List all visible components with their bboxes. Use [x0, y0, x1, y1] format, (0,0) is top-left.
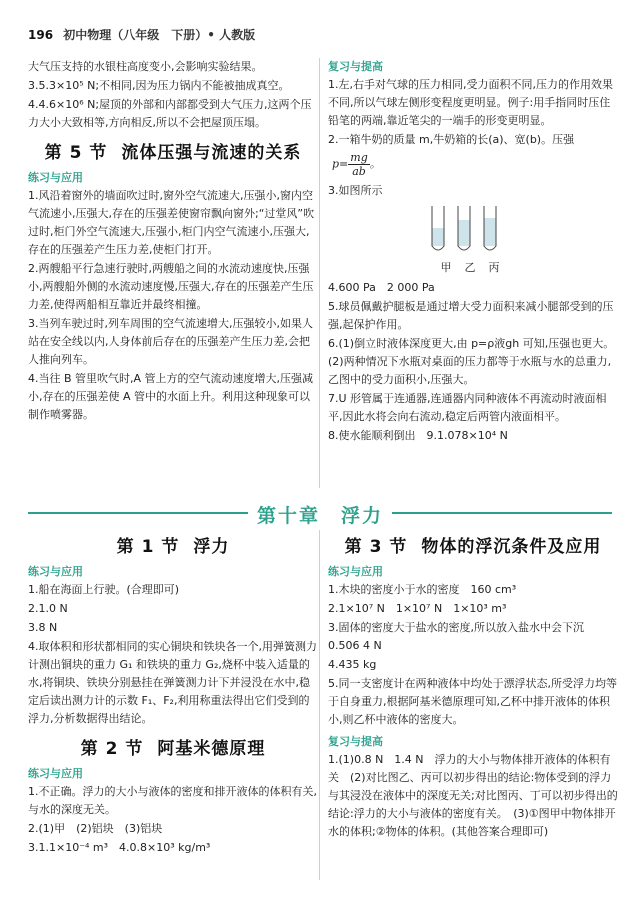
- answer-item: 4.取体积和形状都相同的实心铜块和铁块各一个,用弹簧测力计测出铜块的重力 G₁ 和铁块的重力 G₂,烧杯中装入适量的水,将铜块、铁块分别悬挂在弹簧测力计下并浸没在水中,稳定后读出测力计的示数 F₁、F₂,利用称重法得出它们受到的浮力,分析数据得出结论。: [28, 640, 317, 725]
- page-number: 196: [28, 28, 54, 42]
- answer-item: 2.两艘船平行急速行驶时,两艘船之间的水流动速度快,压强小,两艘船外侧的水流动速度慢,压强大,存在的压强差产生压力差,使得两船相互靠近并最终相撞。: [28, 262, 314, 311]
- section-number: 第 3 节: [344, 537, 408, 557]
- answer-item: 2.一箱牛奶的质量 m,牛奶箱的长(a)、宽(b)。压强: [328, 133, 575, 146]
- answer-item: 1.木块的密度小于水的密度 160 cm³: [328, 583, 517, 596]
- tube-label: 丙: [488, 261, 500, 274]
- section-name: 物体的浮沉条件及应用: [421, 537, 602, 557]
- answer-item: 3.当列车驶过时,列车周围的空气流速增大,压强较小,如果人站在安全线以内,人身体前后存在的压强差产生压力差,会把人推向列车。: [28, 317, 313, 366]
- answer-item: 大气压支持的水银柱高度变小,会影响实验结果。: [28, 60, 263, 73]
- column-divider: [319, 530, 320, 880]
- chapter-rule: [392, 512, 612, 514]
- answer-item: 8.使水能顺利倒出 9.1.078×10⁴ N: [328, 429, 508, 442]
- answer-item: 2.(1)甲 (2)铝块 (3)铝块: [28, 822, 163, 835]
- answer-item: 1.(1)0.8 N 1.4 N 浮力的大小与物体排开液体的体积有关 (2)对比图乙、丙可以初步得出的结论:物体受到的浮力与其浸没在液体中的深度无关;对比图丙、丁可以初步得出的结论:浮力的大小与液体的密度有关。 (3)①图甲中物体排开水的体积;②物体的体积。(其他答案合理即可): [328, 753, 618, 838]
- answer-item: 3.固体的密度大于盐水的密度,所以放入盐水中会下沉 0.506 4 N: [328, 621, 595, 652]
- answer-item: 3.8 N: [28, 621, 58, 634]
- answer-item: 2.1×10⁷ N 1×10⁷ N 1×10³ m³: [328, 602, 507, 615]
- section-title: [328, 532, 618, 557]
- answer-item: 4.当往 B 管里吹气时,A 管上方的空气流动速度增大,压强减小,存在的压强差使 A 管中的水面上升。利用这种现象可以制作喷雾器。: [28, 372, 314, 421]
- tube-labels: [434, 259, 618, 275]
- section-number: 第 1 节: [116, 537, 180, 557]
- answer-item: 1.不正确。浮力的大小与液体的密度和排开液体的体积有关,与水的深度无关。: [28, 785, 317, 816]
- subsection-heading: 复习与提高: [328, 60, 383, 73]
- answer-item: 5.同一支密度计在两种液体中均处于漂浮状态,所受浮力均等于自身重力,根据阿基米德原理可知,乙杯中排开液体的体积小,则乙杯中液体的密度大。: [328, 677, 617, 726]
- tube-label: 乙: [464, 261, 476, 274]
- section-name: 流体压强与流速的关系: [121, 143, 302, 163]
- answer-item: 3.如图所示: [328, 184, 383, 197]
- right-column-top: [328, 58, 618, 446]
- right-column-bottom: [328, 532, 618, 842]
- answer-item: 1.船在海面上行驶。(合理即可): [28, 583, 180, 596]
- answer-item: 3.5.3×10⁵ N;不相同,因为压力锅内不能被抽成真空。: [28, 79, 290, 92]
- section-title: [28, 734, 318, 759]
- section-number: 第 5 节: [44, 143, 108, 163]
- chapter-banner: [0, 497, 640, 529]
- section-number: 第 2 节: [80, 739, 144, 759]
- section-title: [28, 532, 318, 557]
- answer-item: 4.600 Pa 2 000 Pa: [328, 281, 435, 294]
- answer-item: 1.左,右手对气球的压力相同,受力面积不同,压力的作用效果不同,所以气球左侧形变程度更明显。例子:用手指同时压住铅笔的两端,靠近笔尖的一端手的形变更明显。: [328, 78, 613, 127]
- test-tubes-illustration: [424, 204, 514, 256]
- subsection-heading: 练习与应用: [28, 171, 83, 184]
- answer-item: 5.球员佩戴护腿板是通过增大受力面积来减小腿部受到的压强,起保护作用。: [328, 300, 614, 331]
- left-column-bottom: [28, 532, 318, 858]
- chapter-rule: [28, 512, 248, 514]
- tube-label: 甲: [440, 261, 452, 274]
- column-divider: [319, 58, 320, 488]
- answer-item: 3.1.1×10⁻⁴ m³ 4.0.8×10³ kg/m³: [28, 841, 211, 854]
- pressure-formula: p= $\frac{mg}{ab}$ 。: [332, 151, 381, 178]
- section-name: 浮力: [193, 537, 230, 557]
- answer-item: 4.4.6×10⁶ N;屋顶的外部和内部都受到大气压力,这两个压力大小大致相等,方向相反,所以不会把屋顶压塌。: [28, 98, 312, 129]
- answer-item: 4.435 kg: [328, 658, 377, 671]
- page-header: [28, 26, 255, 43]
- chapter-title: 第十章 浮力: [256, 505, 383, 527]
- tube-diagram: [424, 204, 618, 259]
- subsection-heading: 练习与应用: [28, 767, 83, 780]
- answer-item: 1.风沿着窗外的墙面吹过时,窗外空气流速大,压强小,窗内空气流速小,压强大,存在的压强差使窗帘飘向窗外;“过堂风”吹过时,柜门外空气流速大,压强小,柜门内空气流速小,压强大,存在的压强差产生压力差,使柜门打开。: [28, 189, 315, 256]
- section-name: 阿基米德原理: [157, 739, 266, 759]
- answer-item: 6.(1)倒立时液体深度更大,由 p=ρ液gh 可知,压强也更大。(2)两种情况下水瓶对桌面的压力都等于水瓶与水的总重力,乙图中的受力面积小,压强大。: [328, 337, 615, 386]
- subsection-heading: 复习与提高: [328, 735, 383, 748]
- subsection-heading: 练习与应用: [28, 565, 83, 578]
- answer-item: 7.U 形管属于连通器,连通器内同种液体不再流动时液面相平,因此水将会向右流动,稳定后两管内液面相平。: [328, 392, 607, 423]
- subsection-heading: 练习与应用: [328, 565, 383, 578]
- book-title: 初中物理（八年级 下册）• 人教版: [63, 28, 256, 42]
- answer-item: 2.1.0 N: [28, 602, 68, 615]
- section-title: [28, 138, 318, 163]
- left-column-top: [28, 58, 318, 425]
